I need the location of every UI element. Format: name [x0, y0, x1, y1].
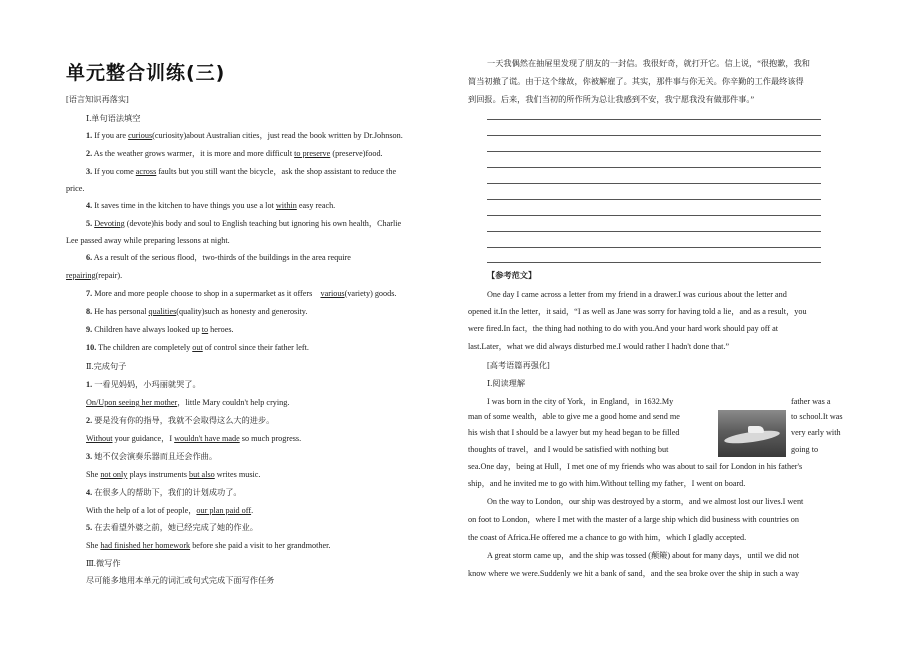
writing-line — [487, 199, 821, 200]
sentence-4-answer: With the help of a lot of people，our plan paid off. — [86, 506, 254, 515]
reference-line: last.Later，what we did always disturbed me.I would rather I hadn't done that.” — [468, 342, 730, 351]
answer: within — [275, 201, 297, 210]
passage-line: know where we were.Suddenly we hit a bank of sand，and the sea broke over the ship in such a way — [468, 569, 800, 578]
sentence-2-cn: 2. 要是没有你的指导，我就不会取得这么大的进步。 — [86, 416, 275, 425]
question-6-cont: repairing(repair). — [66, 271, 123, 280]
section-tag: [高考语篇再强化] — [487, 361, 550, 370]
sentence-4-cn: 4. 在很多人的帮助下，我们的计划成功了。 — [86, 488, 242, 497]
answer: to preserve — [294, 149, 331, 158]
passage-line: A great storm came up，and the ship was tossed (颠簸) about for many days，until we did not — [487, 551, 799, 560]
writing-line — [487, 262, 821, 263]
passage-line: ship，and he invited me to go with him.Without telling my father，I went on board. — [468, 479, 746, 488]
question-2: 2. As the weather grows warmer，it is more and more difficult to preserve (preserve)food. — [86, 149, 383, 158]
sentence-2-answer: Without your guidance，I wouldn't have made so much progress. — [86, 434, 302, 443]
part3-heading: Ⅲ.微写作 — [86, 559, 121, 568]
question-5: 5. Devoting (devote)his body and soul to English teaching but ignoring his own health，Charlie — [86, 219, 402, 228]
sentence-1-cn: 1. 一看见妈妈，小玛丽就哭了。 — [86, 380, 201, 389]
chinese-line: 简当初撤了谎。由于这个缘故，你被解雇了。其实，那件事与你无关。你辛勤的工作最终该得 — [468, 77, 804, 86]
writing-line — [487, 231, 821, 232]
sentence-3-cn: 3. 她不仅会演奏乐器而且还会作曲。 — [86, 452, 218, 461]
passage-line: thoughts of travel，and I would be satisfied with nothing but — [468, 445, 669, 454]
passage-line: sea.One day，being at Hull，I met one of my friends who was about to sail for London in his father's — [468, 462, 803, 471]
writing-line — [487, 151, 821, 152]
reference-heading: 【参考范文】 — [487, 271, 537, 280]
sentence-3-answer: She not only plays instruments but also writes music. — [86, 470, 261, 479]
reference-line: were fired.In fact，the thing had nothing to do with you.And your hard work should pay off at — [468, 324, 778, 333]
sentence-5-cn: 5. 在去看望外婆之前，她已经完成了她的作业。 — [86, 523, 258, 532]
boat-photo — [718, 410, 786, 457]
answer: to — [201, 325, 209, 334]
writing-line — [487, 167, 821, 168]
question-9: 9. Children have always looked up to heroes. — [86, 325, 234, 334]
reference-line: opened it.In the letter，it said，“I as well as Jane was sorry for having told a lie，and as a result，you — [468, 307, 807, 316]
answer: qualities — [148, 307, 177, 316]
section-tag: [语言知识再落实] — [66, 95, 129, 104]
writing-line — [487, 183, 821, 184]
answer: curious — [128, 131, 153, 140]
part2-heading: Ⅱ.完成句子 — [86, 362, 127, 371]
passage-line: father was a — [791, 397, 831, 406]
answer: various — [320, 289, 345, 298]
writing-line — [487, 215, 821, 216]
sentence-5-answer: She had finished her homework before she paid a visit to her grandmother. — [86, 541, 331, 550]
question-3-cont: price. — [66, 184, 85, 193]
part1-heading: Ⅰ.单句语法填空 — [86, 114, 141, 123]
passage-line: going to — [791, 445, 819, 454]
passage-line: very early with — [791, 428, 841, 437]
question-5-cont: Lee passed away while preparing lessons at night. — [66, 236, 230, 245]
passage-line: man of some wealth，able to give me a good home and send me — [468, 412, 680, 421]
answer: repairing — [66, 271, 96, 280]
question-1: 1. If you are curious(curiosity)about Australian cities，just read the book written by Dr.Johnson. — [86, 131, 403, 140]
passage-line: his wish that I should be a lawyer but my head began to be filled — [468, 428, 680, 437]
reference-line: One day I came across a letter from my friend in a drawer.I was curious about the letter and — [487, 290, 787, 299]
writing-line — [487, 135, 821, 136]
answer: across — [135, 167, 157, 176]
question-8: 8. He has personal qualities(quality)such as honesty and generosity. — [86, 307, 308, 316]
chinese-line: 到回报。后来，我们当初的所作所为总让我感到不安，我宁愿我没有做那件事。” — [468, 95, 755, 104]
passage-line: to school.It was — [791, 412, 843, 421]
question-6: 6. As a result of the serious flood，two-thirds of the buildings in the area require — [86, 253, 351, 262]
passage-line: on foot to London，where I met with the master of a large ship which did business with countries on — [468, 515, 799, 524]
question-3: 3. If you come across faults but you still want the bicycle，ask the shop assistant to reduce the — [86, 167, 397, 176]
reading-heading: Ⅰ.阅读理解 — [487, 379, 526, 388]
chinese-line: 一天我偶然在抽屉里发现了朋友的一封信。我很好奇，就打开它。信上说，“很抱歉，我和 — [487, 59, 810, 68]
sentence-1-answer: On/Upon seeing her mother，little Mary couldn't help crying. — [86, 398, 290, 407]
page-title: 单元整合训练(三) — [66, 62, 226, 84]
answer: out — [192, 343, 203, 352]
question-7: 7. More and more people choose to shop in a supermarket as it offers various(variety) goods. — [86, 289, 397, 298]
passage-line: the coast of Africa.He offered me a chance to go with him，which I gladly accepted. — [468, 533, 747, 542]
writing-line — [487, 119, 821, 120]
passage-line: I was born in the city of York，in England，in 1632.My — [487, 397, 674, 406]
part3-instruction: 尽可能多地用本单元的词汇或句式完成下面写作任务 — [86, 576, 275, 585]
passage-line: On the way to London，our ship was destroyed by a storm，and we almost lost our lives.I went — [487, 497, 804, 506]
question-4: 4. It saves time in the kitchen to have things you use a lot within easy reach. — [86, 201, 336, 210]
answer: Devoting — [94, 219, 125, 228]
writing-line — [487, 247, 821, 248]
question-10: 10. The children are completely out of control since their father left. — [86, 343, 309, 352]
